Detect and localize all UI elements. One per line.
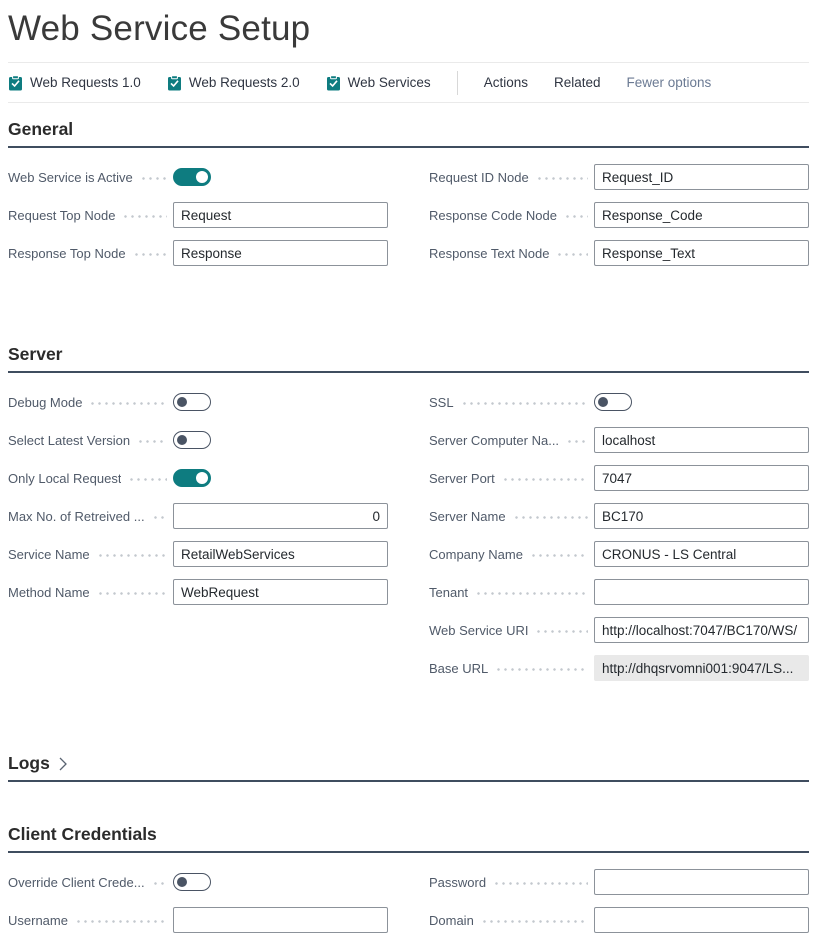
field-label: Base URL bbox=[429, 661, 594, 676]
dotted-leader bbox=[536, 176, 588, 181]
dotted-leader bbox=[97, 591, 167, 596]
field-row bbox=[429, 573, 809, 611]
domain-input[interactable] bbox=[594, 907, 809, 933]
field-label: Response Top Node bbox=[8, 246, 173, 261]
field-label: Only Local Request bbox=[8, 471, 173, 486]
section-title: Logs bbox=[8, 753, 50, 773]
section-server bbox=[8, 342, 809, 687]
section-client-credentials bbox=[8, 822, 809, 939]
dotted-leader bbox=[566, 439, 588, 444]
toolbar-button-web-requests-1-0[interactable] bbox=[8, 75, 141, 91]
tenant-input[interactable] bbox=[594, 579, 809, 605]
field-label: Web Service URI bbox=[429, 623, 594, 638]
dotted-leader bbox=[495, 667, 588, 672]
field-row bbox=[8, 901, 388, 939]
toolbar-button-label: Web Requests 1.0 bbox=[30, 75, 141, 90]
field-label: Response Code Node bbox=[429, 208, 594, 223]
dotted-leader bbox=[461, 401, 588, 406]
service-name-input[interactable] bbox=[173, 541, 388, 567]
username-input[interactable] bbox=[173, 907, 388, 933]
section-title: Client Credentials bbox=[8, 824, 157, 844]
clipboard-check-icon bbox=[8, 75, 23, 91]
section-title: General bbox=[8, 119, 74, 139]
override-client-credentials-toggle[interactable] bbox=[173, 873, 211, 891]
field-row bbox=[429, 158, 809, 196]
field-label: Domain bbox=[429, 913, 594, 928]
section-header-general[interactable] bbox=[8, 117, 809, 148]
dotted-leader bbox=[493, 881, 588, 886]
toolbar-button-label: Web Services bbox=[347, 75, 431, 90]
field-row bbox=[8, 863, 388, 901]
field-row bbox=[429, 611, 809, 649]
dotted-leader bbox=[137, 439, 167, 444]
field-row bbox=[8, 573, 388, 611]
menu-actions[interactable] bbox=[484, 75, 528, 90]
debug-mode-toggle[interactable] bbox=[173, 393, 211, 411]
max-no-of-retrieved-input[interactable] bbox=[173, 503, 388, 529]
fewer-options-label: Fewer options bbox=[626, 75, 712, 90]
field-label: Web Service is Active bbox=[8, 170, 173, 185]
menu-label: Related bbox=[553, 75, 601, 90]
dotted-leader bbox=[89, 401, 167, 406]
field-label: Method Name bbox=[8, 585, 173, 600]
request-top-node-input[interactable] bbox=[173, 202, 388, 228]
clipboard-check-icon bbox=[167, 75, 182, 91]
response-top-node-input[interactable] bbox=[173, 240, 388, 266]
fewer-options-button[interactable] bbox=[627, 75, 712, 90]
menu-label: Actions bbox=[483, 75, 528, 90]
dotted-leader bbox=[513, 515, 588, 520]
field-label: Company Name bbox=[429, 547, 594, 562]
section-general bbox=[8, 117, 809, 272]
dotted-leader bbox=[530, 553, 588, 558]
field-row bbox=[8, 535, 388, 573]
field-row bbox=[8, 196, 388, 234]
field-row bbox=[8, 459, 388, 497]
section-title: Server bbox=[8, 344, 63, 364]
field-label: Service Name bbox=[8, 547, 173, 562]
field-row bbox=[8, 421, 388, 459]
dotted-leader bbox=[556, 252, 588, 257]
field-label: Server Name bbox=[429, 509, 594, 524]
toolbar-button-label: Web Requests 2.0 bbox=[188, 75, 300, 90]
dotted-leader bbox=[97, 553, 167, 558]
field-row bbox=[429, 901, 809, 939]
field-label: Max No. of Retreived ... bbox=[8, 509, 173, 524]
field-row bbox=[429, 421, 809, 459]
clipboard-check-icon bbox=[326, 75, 341, 91]
field-label: Request Top Node bbox=[8, 208, 173, 223]
field-row bbox=[429, 497, 809, 535]
field-row bbox=[429, 234, 809, 272]
field-row bbox=[8, 383, 388, 421]
field-row bbox=[429, 383, 809, 421]
dotted-leader bbox=[152, 881, 167, 886]
dotted-leader bbox=[481, 919, 588, 924]
section-logs bbox=[8, 751, 809, 782]
field-row bbox=[8, 158, 388, 196]
field-row bbox=[8, 234, 388, 272]
select-latest-version-toggle[interactable] bbox=[173, 431, 211, 449]
section-header-server[interactable] bbox=[8, 342, 809, 373]
field-row bbox=[429, 459, 809, 497]
field-row bbox=[429, 196, 809, 234]
field-label: Password bbox=[429, 875, 594, 890]
dotted-leader bbox=[75, 919, 167, 924]
field-label: Tenant bbox=[429, 585, 594, 600]
dotted-leader bbox=[502, 477, 588, 482]
server-port-input[interactable] bbox=[594, 465, 809, 491]
dotted-leader bbox=[152, 515, 167, 520]
request-id-node-input[interactable] bbox=[594, 164, 809, 190]
dotted-leader bbox=[564, 214, 588, 219]
field-label: Server Port bbox=[429, 471, 594, 486]
field-label: Server Computer Na... bbox=[429, 433, 594, 448]
dotted-leader bbox=[475, 591, 588, 596]
field-label: Username bbox=[8, 913, 173, 928]
field-label: SSL bbox=[429, 395, 594, 410]
section-header-logs[interactable] bbox=[8, 751, 809, 782]
password-input[interactable] bbox=[594, 869, 809, 895]
chevron-right-icon bbox=[59, 757, 67, 771]
web-service-uri-input[interactable] bbox=[594, 617, 809, 643]
dotted-leader bbox=[128, 477, 167, 482]
web-service-is-active-toggle[interactable] bbox=[173, 168, 211, 186]
company-name-input[interactable] bbox=[594, 541, 809, 567]
toolbar-divider bbox=[457, 71, 458, 95]
field-row bbox=[429, 863, 809, 901]
field-label: Debug Mode bbox=[8, 395, 173, 410]
base-url-field bbox=[594, 655, 809, 681]
server-name-input[interactable] bbox=[594, 503, 809, 529]
action-toolbar bbox=[8, 62, 809, 103]
menu-related[interactable] bbox=[554, 75, 601, 90]
section-header-client-credentials[interactable] bbox=[8, 822, 809, 853]
field-row bbox=[429, 535, 809, 573]
only-local-request-toggle[interactable] bbox=[173, 469, 211, 487]
page-title: Web Service Setup bbox=[8, 9, 311, 48]
field-label: Request ID Node bbox=[429, 170, 594, 185]
response-code-node-input[interactable] bbox=[594, 202, 809, 228]
method-name-input[interactable] bbox=[173, 579, 388, 605]
dotted-leader bbox=[122, 214, 167, 219]
dotted-leader bbox=[140, 176, 167, 181]
toolbar-button-web-services[interactable] bbox=[326, 75, 431, 91]
response-text-node-input[interactable] bbox=[594, 240, 809, 266]
field-row bbox=[429, 649, 809, 687]
field-label: Select Latest Version bbox=[8, 433, 173, 448]
field-label: Override Client Crede... bbox=[8, 875, 173, 890]
dotted-leader bbox=[535, 629, 588, 634]
field-label: Response Text Node bbox=[429, 246, 594, 261]
dotted-leader bbox=[133, 252, 167, 257]
field-row bbox=[8, 497, 388, 535]
ssl-toggle[interactable] bbox=[594, 393, 632, 411]
server-computer-name-input[interactable] bbox=[594, 427, 809, 453]
toolbar-button-web-requests-2-0[interactable] bbox=[167, 75, 300, 91]
